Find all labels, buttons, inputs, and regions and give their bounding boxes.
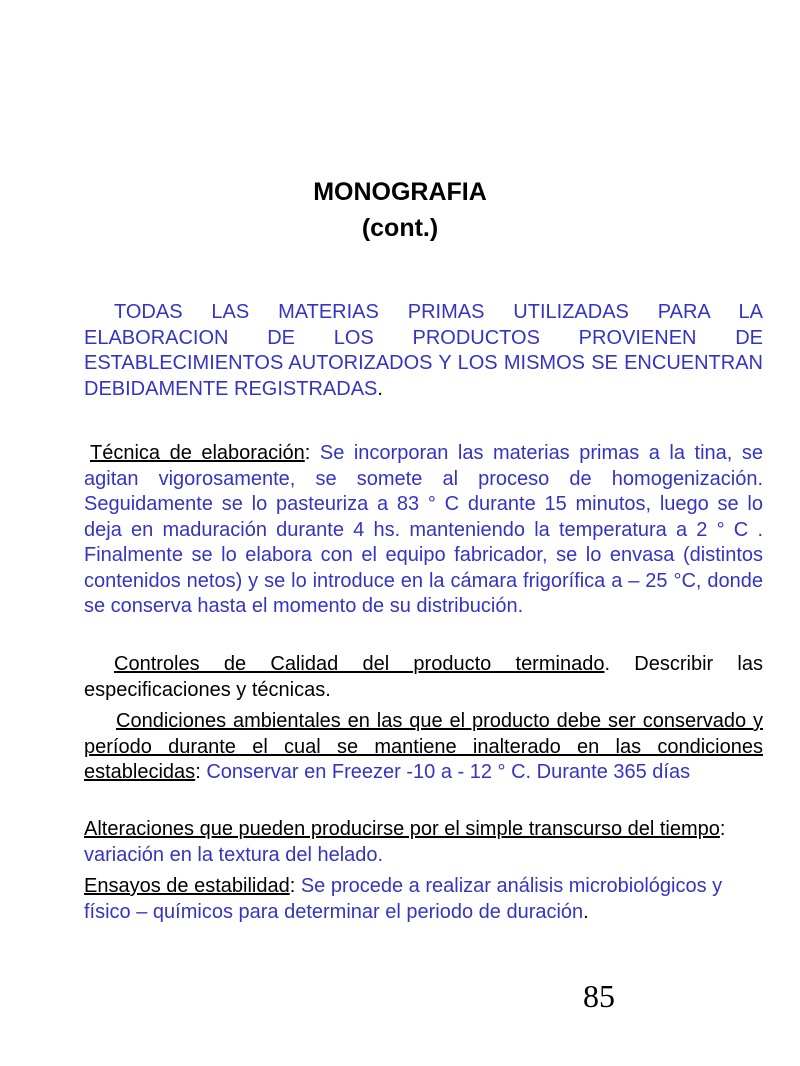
controles-paragraph xyxy=(84,652,763,703)
tecnica-separator: : xyxy=(304,442,320,464)
condiciones-separator: : xyxy=(195,761,207,783)
tecnica-text: Se incorporan las materias primas a la tina, se agitan vigorosamente, se somete al proceso de homogenización. Seguidamente se lo pasteuriza a 83 ° C durante 15 minutos, luego se lo deja en maduración durante 4 hs. manteniendo la temperatura a 2 ° C . Finalmente se lo elabora con el equipo fabricador, se lo envasa (distintos contenidos netos) y se lo introduce en la cámara frigorífica a – 25 °C, donde se conserva hasta el momento de su distribución. xyxy=(84,442,763,617)
ensayos-period: . xyxy=(583,900,589,923)
controles-text: . Describir las especificaciones y técnicas. xyxy=(84,653,764,701)
condiciones-paragraph xyxy=(84,709,763,786)
alteraciones-paragraph xyxy=(84,817,774,868)
title-line-1: MONOGRAFIA xyxy=(313,178,487,206)
intro-paragraph xyxy=(84,300,763,402)
title-line-2: (cont.) xyxy=(361,214,439,242)
tecnica-label: Técnica de elaboración xyxy=(90,442,305,464)
page-title xyxy=(0,174,800,246)
intro-period: . xyxy=(377,377,383,400)
controles-label: Controles de Calidad del producto terminado xyxy=(114,653,605,675)
ensayos-text: Se procede a realizar análisis microbiológicos y físico – químicos para determinar el periodo de duración xyxy=(84,875,723,923)
tecnica-paragraph xyxy=(84,441,763,620)
ensayos-label: Ensayos de estabilidad xyxy=(84,875,290,897)
alteraciones-separator: : xyxy=(719,818,726,840)
ensayos-paragraph xyxy=(84,874,744,925)
ensayos-separator: : xyxy=(289,875,301,897)
condiciones-label: Condiciones ambientales en las que el producto debe ser conservado y período durante el cual se mantiene inalterado en las condiciones establecidas xyxy=(84,710,763,783)
intro-text: TODAS LAS MATERIAS PRIMAS UTILIZADAS PARA LA ELABORACION DE LOS PRODUCTOS PROVIENEN DE ESTABLECIMIENTOS AUTORIZADOS Y LOS MISMOS SE ENCUENTRAN DEBIDAMENTE REGISTRADAS xyxy=(84,301,763,400)
condiciones-text: Conservar en Freezer -10 a - 12 ° C. Durante 365 días xyxy=(206,761,691,783)
alteraciones-label: Alteraciones que pueden producirse por el simple transcurso del tiempo xyxy=(84,818,720,840)
page-number: 85 xyxy=(583,978,615,1014)
alteraciones-text: variación en la textura del helado. xyxy=(84,843,384,866)
